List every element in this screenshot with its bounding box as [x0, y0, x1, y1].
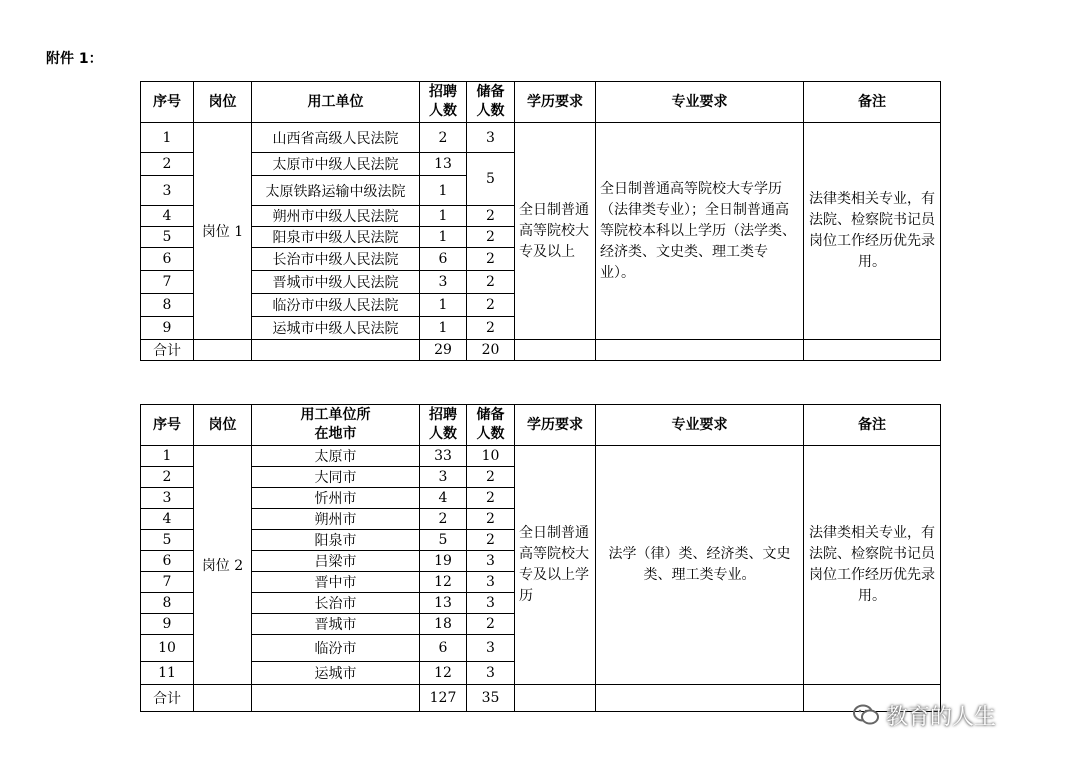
- unit-cell: 晋中市: [252, 572, 420, 593]
- unit-cell: 晋城市: [252, 614, 420, 635]
- table-row: [141, 446, 941, 467]
- unit-cell: 大同市: [252, 467, 420, 488]
- row-number: 2: [141, 467, 194, 488]
- wechat-icon: [852, 703, 880, 727]
- remark-cell: 法律类相关专业，有法院、检察院书记员岗位工作经历优先录用。: [804, 446, 941, 685]
- total-hire: 29: [420, 340, 467, 361]
- empty-cell: [804, 340, 941, 361]
- major-requirement: 全日制普通高等院校大专学历（法律类专业）；全日制普通高等院校本科以上学历（法学类、经济类、文史类、理工类专业）。: [596, 123, 804, 340]
- empty-cell: [252, 340, 420, 361]
- row-number: 3: [141, 488, 194, 509]
- row-number: 3: [141, 176, 194, 206]
- education-requirement: 全日制普通高等院校大专及以上学历: [515, 446, 596, 685]
- reserve-count: 5: [467, 153, 515, 206]
- header-cell: 备注: [804, 82, 941, 123]
- unit-cell: 太原市中级人民法院: [252, 153, 420, 176]
- hire-count: 33: [420, 446, 467, 467]
- unit-cell: 山西省高级人民法院: [252, 123, 420, 153]
- watermark: [852, 700, 996, 730]
- hire-count: 19: [420, 551, 467, 572]
- header-row: [141, 82, 941, 123]
- header-cell: 储备人数: [467, 82, 515, 123]
- hire-count: 1: [420, 206, 467, 227]
- row-number: 11: [141, 662, 194, 685]
- reserve-count: 2: [467, 294, 515, 317]
- row-number: 1: [141, 123, 194, 153]
- recruitment-table-2: [140, 404, 941, 712]
- watermark-text: 教育的人生: [886, 704, 997, 730]
- unit-cell: 晋城市中级人民法院: [252, 271, 420, 294]
- header-cell: 学历要求: [515, 82, 596, 123]
- row-number: 5: [141, 227, 194, 248]
- header-cell: 备注: [804, 405, 941, 446]
- hire-count: 3: [420, 271, 467, 294]
- row-number: 6: [141, 248, 194, 271]
- major-requirement: 法学（律）类、经济类、文史类、理工类专业。: [596, 446, 804, 685]
- hire-count: 1: [420, 227, 467, 248]
- hire-count: 1: [420, 294, 467, 317]
- unit-cell: 朔州市中级人民法院: [252, 206, 420, 227]
- hire-count: 2: [420, 509, 467, 530]
- total-row: [141, 340, 941, 361]
- hire-count: 1: [420, 317, 467, 340]
- reserve-count: 3: [467, 551, 515, 572]
- hire-count: 1: [420, 176, 467, 206]
- header-cell: 学历要求: [515, 405, 596, 446]
- header-cell: 序号: [141, 405, 194, 446]
- hire-count: 6: [420, 635, 467, 662]
- reserve-count: 2: [467, 271, 515, 294]
- reserve-count: 2: [467, 530, 515, 551]
- education-requirement: 全日制普通高等院校大专及以上: [515, 123, 596, 340]
- header-cell: 专业要求: [596, 405, 804, 446]
- row-number: 8: [141, 294, 194, 317]
- position-cell: 岗位 1: [194, 123, 252, 340]
- empty-cell: [515, 685, 596, 712]
- total-label: 合计: [141, 340, 194, 361]
- unit-cell: 临汾市中级人民法院: [252, 294, 420, 317]
- row-number: 10: [141, 635, 194, 662]
- header-cell: 储备人数: [467, 405, 515, 446]
- row-number: 7: [141, 271, 194, 294]
- total-label: 合计: [141, 685, 194, 712]
- unit-cell: 忻州市: [252, 488, 420, 509]
- empty-cell: [252, 685, 420, 712]
- position-cell: 岗位 2: [194, 446, 252, 685]
- empty-cell: [596, 685, 804, 712]
- unit-cell: 运城市: [252, 662, 420, 685]
- row-number: 5: [141, 530, 194, 551]
- hire-count: 18: [420, 614, 467, 635]
- reserve-count: 3: [467, 635, 515, 662]
- header-cell: 岗位: [194, 405, 252, 446]
- unit-cell: 长治市中级人民法院: [252, 248, 420, 271]
- reserve-count: 2: [467, 248, 515, 271]
- unit-cell: 临汾市: [252, 635, 420, 662]
- row-number: 8: [141, 593, 194, 614]
- attachment-label: 附件 1：: [46, 51, 103, 67]
- hire-count: 12: [420, 572, 467, 593]
- reserve-count: 3: [467, 662, 515, 685]
- header-row: [141, 405, 941, 446]
- header-cell: 用工单位所在地市: [252, 405, 420, 446]
- reserve-count: 2: [467, 467, 515, 488]
- header-cell: 招聘人数: [420, 82, 467, 123]
- empty-cell: [194, 685, 252, 712]
- unit-cell: 长治市: [252, 593, 420, 614]
- header-cell: 岗位: [194, 82, 252, 123]
- row-number: 1: [141, 446, 194, 467]
- reserve-count: 2: [467, 206, 515, 227]
- hire-count: 2: [420, 123, 467, 153]
- reserve-count: 2: [467, 488, 515, 509]
- hire-count: 5: [420, 530, 467, 551]
- reserve-count: 2: [467, 614, 515, 635]
- row-number: 2: [141, 153, 194, 176]
- row-number: 4: [141, 206, 194, 227]
- hire-count: 6: [420, 248, 467, 271]
- header-cell: 招聘人数: [420, 405, 467, 446]
- reserve-count: 3: [467, 572, 515, 593]
- total-reserve: 35: [467, 685, 515, 712]
- unit-cell: 吕梁市: [252, 551, 420, 572]
- hire-count: 13: [420, 593, 467, 614]
- reserve-count: 3: [467, 123, 515, 153]
- header-cell: 专业要求: [596, 82, 804, 123]
- reserve-count: 2: [467, 509, 515, 530]
- hire-count: 3: [420, 467, 467, 488]
- row-number: 9: [141, 614, 194, 635]
- unit-cell: 朔州市: [252, 509, 420, 530]
- empty-cell: [194, 340, 252, 361]
- row-number: 9: [141, 317, 194, 340]
- reserve-count: 10: [467, 446, 515, 467]
- unit-cell: 阳泉市中级人民法院: [252, 227, 420, 248]
- total-reserve: 20: [467, 340, 515, 361]
- hire-count: 12: [420, 662, 467, 685]
- unit-cell: 运城市中级人民法院: [252, 317, 420, 340]
- header-cell: 序号: [141, 82, 194, 123]
- reserve-count: 2: [467, 227, 515, 248]
- recruitment-table-1: [140, 81, 941, 361]
- hire-count: 4: [420, 488, 467, 509]
- empty-cell: [515, 340, 596, 361]
- reserve-count: 2: [467, 317, 515, 340]
- row-number: 7: [141, 572, 194, 593]
- hire-count: 13: [420, 153, 467, 176]
- total-hire: 127: [420, 685, 467, 712]
- header-cell: 用工单位: [252, 82, 420, 123]
- unit-cell: 太原铁路运输中级法院: [252, 176, 420, 206]
- empty-cell: [596, 340, 804, 361]
- unit-cell: 太原市: [252, 446, 420, 467]
- row-number: 6: [141, 551, 194, 572]
- row-number: 4: [141, 509, 194, 530]
- reserve-count: 3: [467, 593, 515, 614]
- remark-cell: 法律类相关专业，有法院、检察院书记员岗位工作经历优先录用。: [804, 123, 941, 340]
- unit-cell: 阳泉市: [252, 530, 420, 551]
- table-row: [141, 123, 941, 153]
- total-row: [141, 685, 941, 712]
